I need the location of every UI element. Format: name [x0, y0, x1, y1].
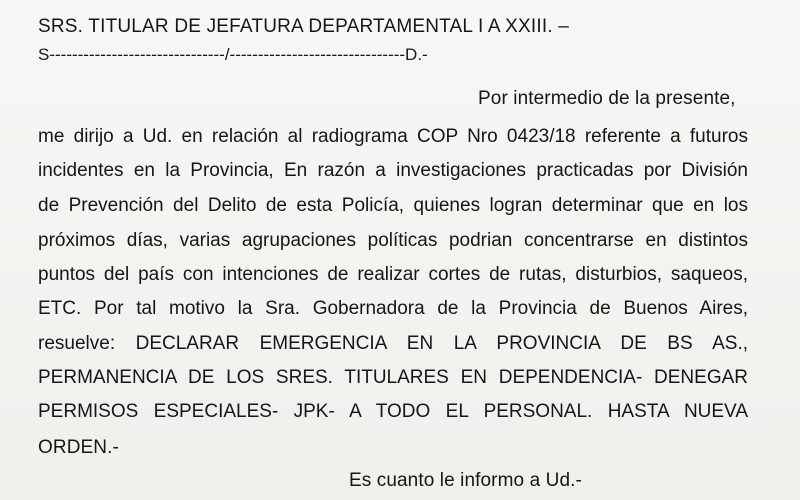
addressee-line: SRS. TITULAR DE JEFATURA DEPARTAMENTAL I A XXIII. –: [38, 16, 570, 37]
subject-line: S-------------------------------/-------------------------------D.-: [38, 45, 428, 64]
body-line: puntos del país con intenciones de realizar cortes de rutas, disturbios, saqueos,: [38, 264, 748, 285]
body-line: PERMISOS ESPECIALES- JPK- A TODO EL PERSONAL. HASTA NUEVA: [38, 401, 748, 422]
intro-line: Por intermedio de la presente,: [478, 88, 736, 109]
body-line: de Prevención del Delito de esta Policía, quienes logran determinar que en los: [38, 195, 748, 216]
body-line: me dirijo a Ud. en relación al radiograma COP Nro 0423/18 referente a futuros: [38, 126, 748, 147]
closing-line: Es cuanto le informo a Ud.-: [349, 470, 582, 491]
body-line: resuelve: DECLARAR EMERGENCIA EN LA PROVINCIA DE BS AS.,: [38, 333, 748, 354]
body-line: ETC. Por tal motivo la Sra. Gobernadora de la Provincia de Buenos Aires,: [38, 298, 748, 319]
body-line: próximos días, varias agrupaciones políticas podrian concentrarse en distintos: [38, 230, 748, 251]
body-last-line: ORDEN.-: [38, 437, 119, 458]
body-line: incidentes en la Provincia, En razón a investigaciones practicadas por División: [38, 160, 748, 181]
body-line: PERMANENCIA DE LOS SRES. TITULARES EN DEPENDENCIA- DENEGAR: [38, 367, 748, 388]
